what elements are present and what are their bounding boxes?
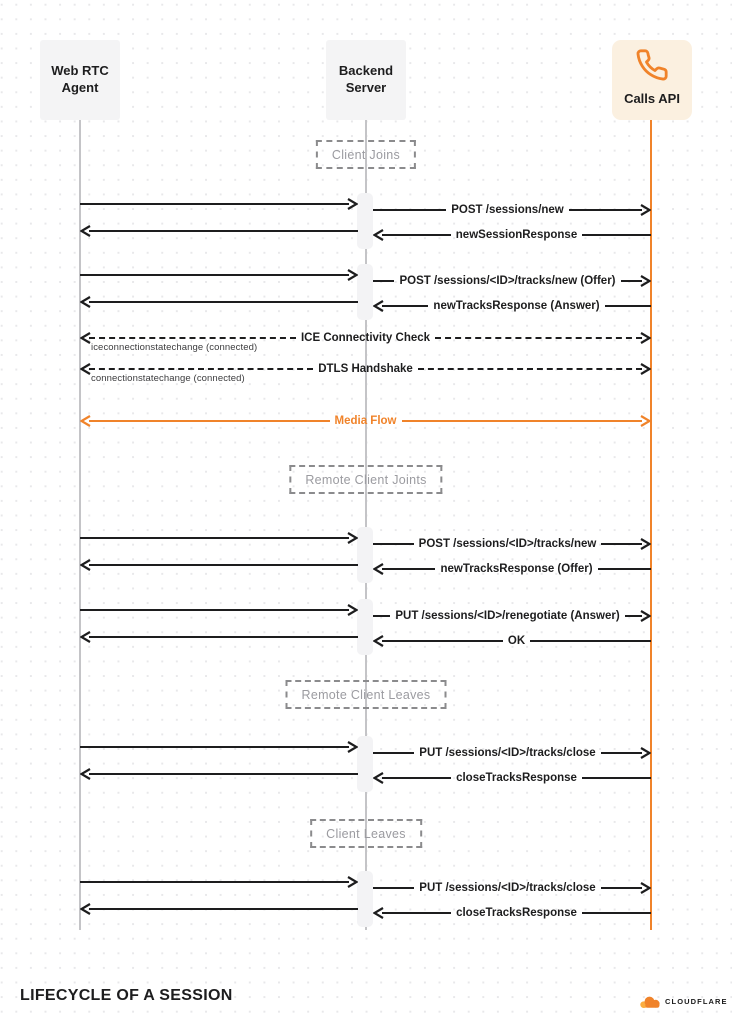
relay-arrow (80, 902, 358, 916)
phase-box: Client Joins (316, 140, 416, 169)
arrowhead-icon (639, 746, 651, 760)
message-arrow (373, 299, 651, 313)
message-label: newTracksResponse (Answer) (433, 300, 600, 312)
event-sublabel: iceconnectionstatechange (connected) (91, 342, 258, 353)
arrowhead-icon (639, 203, 651, 217)
phone-icon (635, 48, 669, 82)
message-arrow (373, 634, 651, 648)
relay-arrow (80, 630, 358, 644)
message-label: newSessionResponse (455, 229, 578, 241)
actor-backend-server (326, 40, 406, 120)
message-arrow (80, 362, 651, 384)
arrowhead-icon (639, 881, 651, 895)
message-label: PUT /sessions/<ID>/tracks/close (419, 882, 596, 894)
arrowhead-icon (346, 740, 358, 754)
arrowhead-icon (639, 362, 651, 376)
message-label: ICE Connectivity Check (300, 332, 431, 344)
message-arrow (373, 609, 651, 623)
message-label: POST /sessions/<ID>/tracks/new (418, 538, 597, 550)
arrowhead-icon (639, 274, 651, 288)
brand-wordmark: CLOUDFLARE (665, 997, 728, 1006)
phase-box: Remote Client Leaves (286, 680, 447, 709)
actor-web-rtc-agent (40, 40, 120, 120)
message-arrow (373, 771, 651, 785)
message-arrow (373, 228, 651, 242)
activation-bar (357, 871, 373, 927)
relay-arrow (80, 197, 358, 211)
activation-bar (357, 599, 373, 655)
message-label: newTracksResponse (Offer) (440, 563, 593, 575)
page-title: LIFECYCLE OF A SESSION (20, 987, 233, 1004)
event-sublabel: connectionstatechange (connected) (91, 373, 245, 384)
message-label: PUT /sessions/<ID>/tracks/close (419, 747, 596, 759)
relay-arrow (80, 740, 358, 754)
message-arrow (80, 414, 651, 428)
message-label: closeTracksResponse (456, 772, 577, 784)
arrowhead-icon (639, 537, 651, 551)
arrowhead-icon (346, 875, 358, 889)
relay-arrow (80, 875, 358, 889)
actor-label: Web RTC Agent (51, 63, 109, 95)
relay-arrow (80, 531, 358, 545)
actor-label: Calls API (624, 91, 680, 107)
message-label: POST /sessions/new (451, 204, 564, 216)
arrowhead-icon (346, 603, 358, 617)
relay-arrow (80, 268, 358, 282)
arrowhead-icon (346, 268, 358, 282)
relay-arrow (80, 224, 358, 238)
message-arrow (373, 746, 651, 760)
message-label: PUT /sessions/<ID>/renegotiate (Answer) (395, 610, 620, 622)
arrowhead-icon (639, 331, 651, 345)
arrowhead-icon (639, 609, 651, 623)
message-arrow (373, 203, 651, 217)
activation-bar (357, 264, 373, 320)
message-label: OK (507, 635, 526, 647)
message-arrow (80, 331, 651, 353)
cloudflare-logo (638, 993, 728, 1010)
activation-bar (357, 193, 373, 249)
message-arrow (373, 881, 651, 895)
relay-arrow (80, 295, 358, 309)
lifeline-web-rtc-agent (79, 120, 81, 930)
relay-arrow (80, 767, 358, 781)
message-label: closeTracksResponse (456, 907, 577, 919)
message-label: DTLS Handshake (318, 363, 413, 375)
activation-bar (357, 527, 373, 583)
phase-box: Client Leaves (310, 819, 422, 848)
message-arrow (373, 562, 651, 576)
phase-box: Remote Client Joints (289, 465, 442, 494)
actor-label: Backend Server (338, 63, 394, 95)
relay-arrow (80, 558, 358, 572)
relay-arrow (80, 603, 358, 617)
cloudflare-cloud-icon (638, 993, 662, 1010)
arrowhead-icon (346, 197, 358, 211)
actor-calls-api (612, 40, 692, 120)
message-arrow (373, 537, 651, 551)
message-label: Media Flow (334, 415, 397, 427)
arrowhead-icon (639, 414, 651, 428)
activation-bar (357, 736, 373, 792)
message-arrow (373, 906, 651, 920)
message-label: POST /sessions/<ID>/tracks/new (Offer) (399, 275, 616, 287)
message-arrow (373, 274, 651, 288)
arrowhead-icon (346, 531, 358, 545)
